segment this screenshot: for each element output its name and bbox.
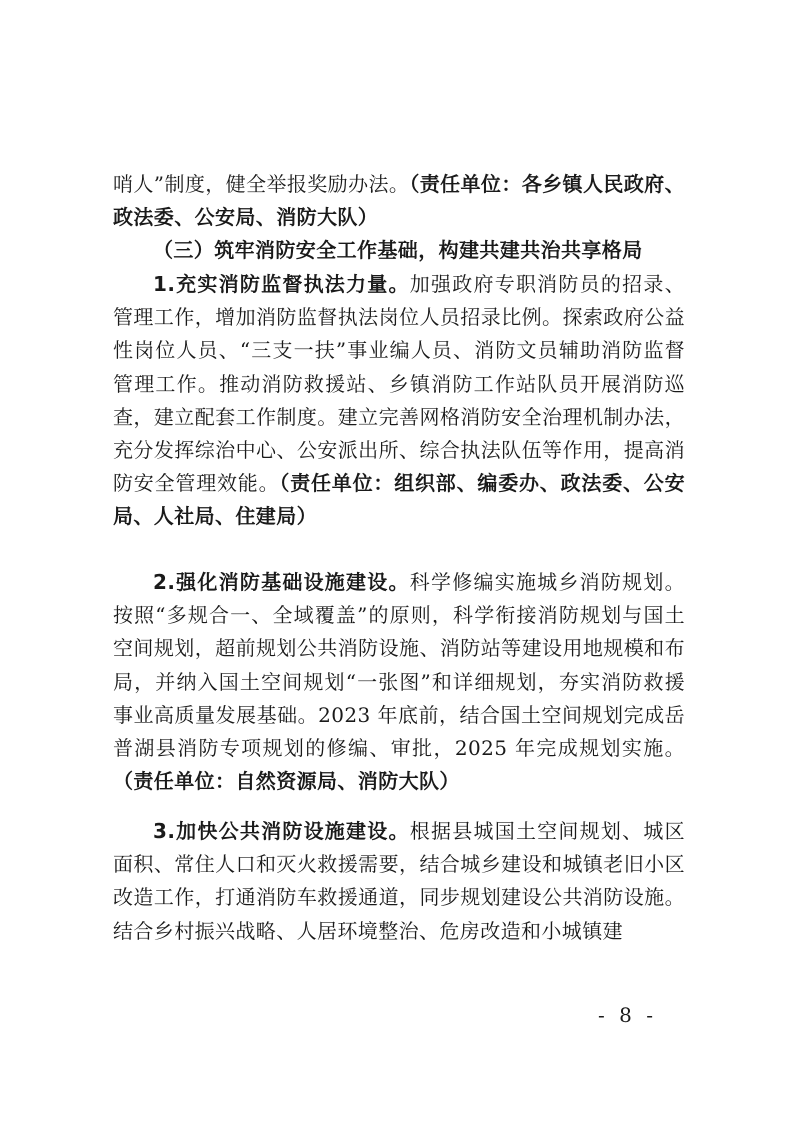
item-lead: 3.加快公共消防设施建设。 <box>153 819 410 843</box>
section-heading <box>113 234 685 267</box>
section-heading-text: （三）筑牢消防安全工作基础，构建共建共治共享格局 <box>153 238 643 262</box>
paragraph-text: 根据县城国土空间规划、城区面积、常住人口和灭火救援需要，结合城乡建设和城镇老旧小区改造工作，打通消防车救援通道，同步规划建设公共消防设施。结合乡村振兴战略、人居环境整治、危房改造和小城镇建 <box>113 819 686 943</box>
paragraph-text: 哨人”制度，健全举报奖励办法。 <box>113 172 410 196</box>
paragraph-continuation <box>113 168 685 234</box>
paragraph-text: 科学修编实施城乡消防规划。按照“多规合一、全域覆盖”的原则，科学衔接消防规划与国土空间规划，超前规划公共消防设施、消防站等建设用地规模和布局，并纳入国土空间规划“一张图”和详细规划，夯实消防救援事业高质量发展基础。2023 年底前，结合国土空间规划完成岳普湖县消防专项规划的修编、审批，2025 年完成规划实施。 <box>113 570 686 761</box>
responsibility-note: （责任单位：自然资源局、消防大队） <box>113 769 460 794</box>
paragraph-text: 加强政府专职消防员的招录、管理工作，增加消防监督执法岗位人员招录比例。探索政府公益性岗位人员、“三支一扶”事业编人员、消防文员辅助消防监督管理工作。推动消防救援站、乡镇消防工作站队员开展消防巡查，建立配套工作制度。建立完善网格消防安全治理机制办法，充分发挥综治中心、公安派出所、综合执法队伍等作用，提高消防安全管理效能。 <box>113 272 686 496</box>
responsibility-note: （责任单位：组织部、编委办、政法委、公安局、人社局、住建局） <box>113 471 686 529</box>
item-lead: 2.强化消防基础设施建设。 <box>153 570 410 594</box>
page-number: - 8 - <box>598 1003 657 1027</box>
responsibility-note: （责任单位：各乡镇人民政府、政法委、公安局、消防大队） <box>113 172 685 230</box>
paragraph-item-3 <box>113 815 685 948</box>
paragraph-item-1 <box>113 268 685 534</box>
paragraph-item-2 <box>113 566 685 798</box>
item-lead: 1.充实消防监督执法力量。 <box>153 272 410 296</box>
